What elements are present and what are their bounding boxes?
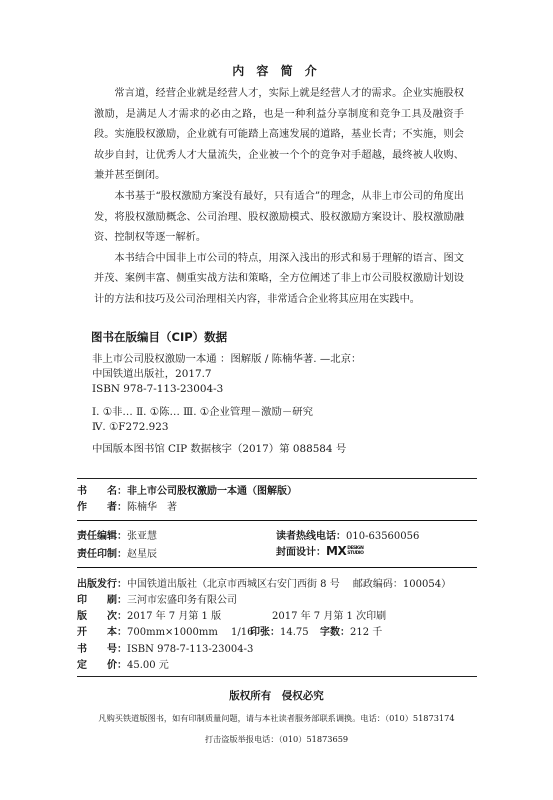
edition-value: 2017 年 7 月第 1 版 <box>127 611 222 622</box>
price-row <box>77 656 169 671</box>
cip-line: 中国版本图书馆 CIP 数据核字（2017）第 088584 号 <box>92 443 347 456</box>
intro-body <box>94 84 464 311</box>
editor-value: 张亚慧 <box>127 531 157 542</box>
author-label: 作 者： <box>77 502 127 513</box>
cip-line: ISBN 978-7-113-23004-3 <box>92 383 224 396</box>
design-row <box>276 543 363 558</box>
editor-row <box>77 527 157 542</box>
book-title-value: 非上市公司股权激励一本通（图解版） <box>127 486 297 497</box>
printer-value: 三河市宏盛印务有限公司 <box>127 595 237 606</box>
author-row <box>77 498 177 513</box>
service-notice-line: 凡购买铁道版图书，如有印制质量问题，请与本社读者服务部联系调换。电话：（010）51873174 <box>98 713 455 723</box>
book-title-row <box>77 482 297 497</box>
editor-label: 责任编辑： <box>77 531 127 542</box>
printing-value: 2017 年 7 月第 1 次印刷 <box>272 611 387 622</box>
edition-row <box>77 607 221 622</box>
cip-line: Ⅳ. ①F272.923 <box>92 420 169 433</box>
edition-label: 版 次： <box>77 611 127 622</box>
print-row <box>77 545 157 560</box>
divider <box>77 567 477 568</box>
price-value: 45.00 元 <box>127 660 169 671</box>
cip-heading: 图书在版编目（CIP）数据 <box>91 330 228 344</box>
sheets-label: 印张： <box>250 627 280 638</box>
words-label: 字数： <box>320 627 350 638</box>
cip-line: 中国铁道出版社，2017.7 <box>92 368 212 381</box>
format-label: 开 本： <box>77 627 127 638</box>
design-studio-logo: MXDESIGN STUDIO <box>326 543 364 558</box>
intro-title: 内 容 简 介 <box>232 64 321 78</box>
publisher-value: 中国铁道出版社（北京市西城区右安门西街 8 号 邮政编码：100054） <box>127 579 452 590</box>
book-title-label: 书 名： <box>77 486 127 497</box>
sheets-value: 14.75 <box>280 627 309 638</box>
print-label: 责任印制： <box>77 549 127 560</box>
intro-paragraph: 本书结合中国非上市公司的特点，用深入浅出的形式和易于理解的语言、图文并茂、案例丰富、侧重实战方法和策略，全方位阐述了非上市公司股权激励计划设计的方法和技巧及公司治理相关内容，非常适合企业将其应用在实践中。 <box>94 252 464 305</box>
divider <box>77 676 477 677</box>
isbn-label: 书 号： <box>77 644 127 655</box>
printer-label: 印 刷： <box>77 595 127 606</box>
words-row <box>320 623 382 638</box>
cip-line: 非上市公司股权激励一本通 ：图解版 / 陈楠华著. —北京： <box>92 353 362 365</box>
format-value: 700mm×1000mm 1/16 <box>127 627 254 638</box>
intro-paragraph: 常言道，经营企业就是经营人才，实际上就是经营人才的需求。企业实施股权激励，是满足人才需求的必由之路，也是一种利益分享制度和竞争工具及融资手段。实施股权激励，企业就有可能踏上高速发展的道路，基业长青；不实施，则会故步自封，让优秀人才大量流失，企业被一个个的竞争对手超越，最终被人收购、兼并甚至倒闭。 <box>94 88 464 182</box>
sheets-row <box>250 623 309 638</box>
format-row <box>77 623 253 638</box>
intro-paragraph: 本书基于“股权激励方案没有最好，只有适合”的理念，从非上市公司的角度出发，将股权激励概念、公司治理、股权激励模式、股权激励方案设计、股权激励融资、控制权等逐一解析。 <box>94 190 464 244</box>
isbn-row <box>77 640 253 655</box>
divider <box>77 478 477 479</box>
service-notice <box>0 708 553 750</box>
cip-line: Ⅰ. ①非… Ⅱ. ①陈… Ⅲ. ①企业管理－激励－研究 <box>92 405 314 418</box>
piracy-hotline: 打击盗版举报电话：（010）51873659 <box>204 734 349 744</box>
printer-row <box>77 591 237 606</box>
cip-block <box>92 352 361 457</box>
divider <box>77 520 477 521</box>
price-label: 定 价： <box>77 660 127 671</box>
publisher-row <box>77 575 451 590</box>
hotline-label: 读者热线电话： <box>276 531 346 542</box>
copyright-notice: 版权所有 侵权必究 <box>229 690 324 702</box>
print-value: 赵星辰 <box>127 549 157 560</box>
hotline-value: 010-63560056 <box>346 531 420 542</box>
design-label: 封面设计： <box>276 547 326 558</box>
hotline-row <box>276 527 419 542</box>
words-value: 212 千 <box>350 627 383 638</box>
publisher-label: 出版发行： <box>77 579 127 590</box>
isbn-value: ISBN 978-7-113-23004-3 <box>127 644 254 655</box>
author-value: 陈楠华 著 <box>127 502 177 513</box>
